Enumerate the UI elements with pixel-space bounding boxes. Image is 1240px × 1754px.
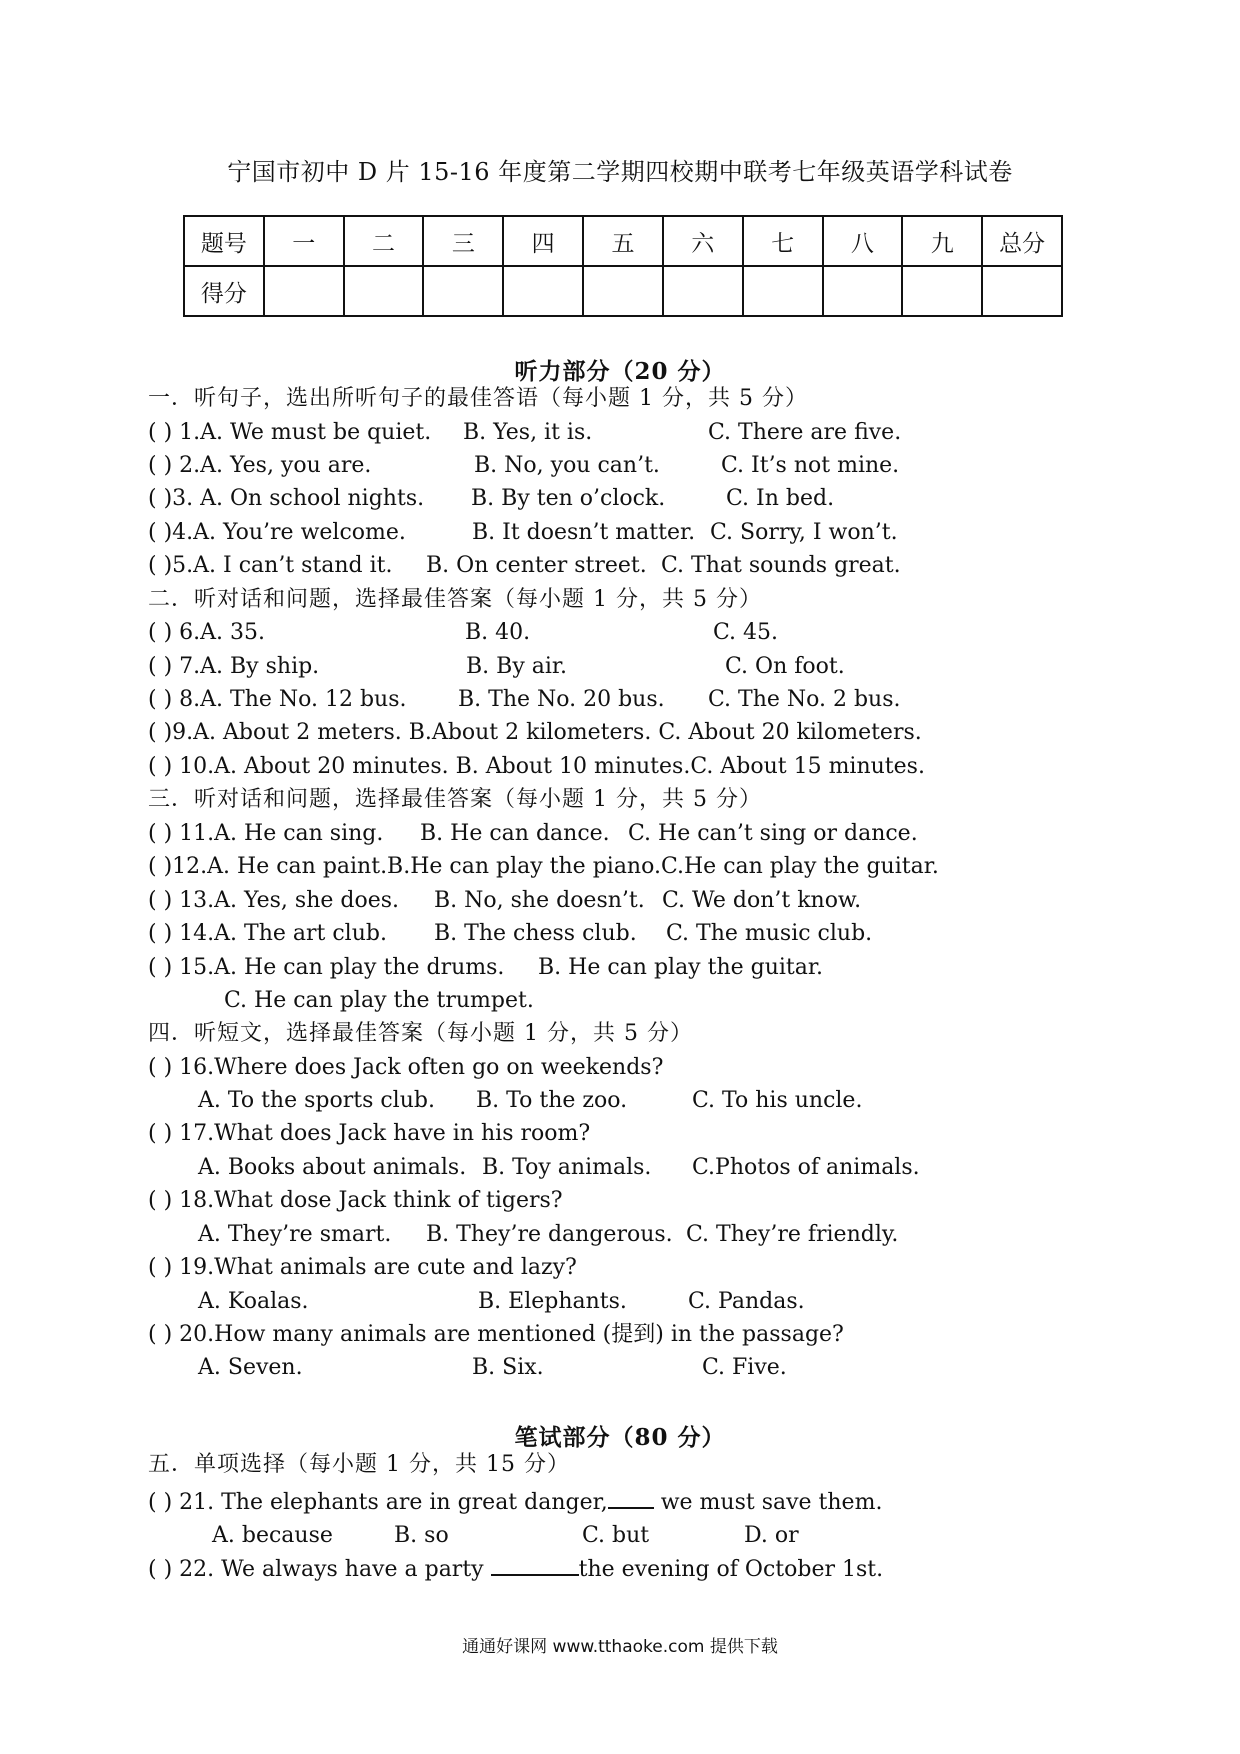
question-15-option-c: C. He can play the trumpet. (224, 988, 534, 1013)
question-14 (148, 919, 873, 949)
option-b: B. They’re dangerous. (426, 1222, 673, 1247)
listening-heading: 听力部分（20 分） (514, 358, 726, 385)
option-a: A. Books about animals. (198, 1155, 467, 1180)
question-12: ( )12.A. He can paint.B.He can play the piano.C.He can play the guitar. (148, 854, 939, 879)
question-21-options (212, 1521, 799, 1551)
option-b: B. Six. (472, 1355, 544, 1380)
question-6 (148, 618, 779, 648)
score-cell[interactable] (503, 266, 583, 316)
option-c: C. In bed. (726, 486, 835, 511)
question-10: ( ) 10.A. About 20 minutes. B. About 10 minutes.C. About 15 minutes. (148, 754, 925, 779)
question-13 (148, 886, 862, 916)
option-c: C. We don’t know. (662, 888, 862, 913)
question-8 (148, 685, 901, 715)
question-17: ( ) 17.What does Jack have in his room? (148, 1121, 591, 1146)
score-table (183, 215, 1063, 317)
question-19: ( ) 19.What animals are cute and lazy? (148, 1255, 577, 1280)
score-cell[interactable] (344, 266, 424, 316)
answer-blank[interactable] (491, 1554, 579, 1576)
option-c: C. They’re friendly. (686, 1222, 899, 1247)
option-b: B. To the zoo. (476, 1088, 628, 1113)
score-cell[interactable] (743, 266, 823, 316)
option-c: C. There are five. (708, 420, 902, 445)
score-table-header-row (184, 216, 1062, 266)
score-header-cell: 四 (503, 216, 583, 266)
option-b: B. Elephants. (478, 1289, 627, 1314)
question-4 (148, 518, 898, 548)
footer-watermark: 通通好课网 www.tthaoke.com 提供下载 (462, 1637, 778, 1657)
score-header-cell: 一 (264, 216, 344, 266)
question-16-options (198, 1086, 863, 1116)
option-c: C.Photos of animals. (692, 1155, 920, 1180)
question-2 (148, 451, 900, 481)
section-3-title: 三．听对话和问题，选择最佳答案（每小题 1 分，共 5 分） (148, 787, 762, 812)
question-stem: ( ) 7.A. By ship. (148, 654, 320, 679)
score-header-cell: 六 (663, 216, 743, 266)
question-22 (148, 1554, 883, 1585)
score-cell[interactable] (264, 266, 344, 316)
option-b: B. 40. (465, 620, 531, 645)
score-header-cell: 五 (583, 216, 663, 266)
score-header-cell: 七 (743, 216, 823, 266)
score-table-score-row (184, 266, 1062, 316)
question-stem: ( ) 15.A. He can play the drums. (148, 955, 505, 980)
question-stem: ( ) 6.A. 35. (148, 620, 266, 645)
option-a: A. Seven. (198, 1355, 303, 1380)
score-cell[interactable] (663, 266, 743, 316)
option-b: B. Toy animals. (482, 1155, 652, 1180)
question-21 (148, 1487, 882, 1518)
question-stem: ( )4.A. You’re welcome. (148, 520, 406, 545)
question-20: ( ) 20.How many animals are mentioned (提到) in the passage? (148, 1322, 844, 1347)
option-c: C. Pandas. (688, 1289, 805, 1314)
score-cell[interactable] (423, 266, 503, 316)
answer-blank[interactable] (608, 1487, 654, 1509)
option-a: A. because (212, 1523, 333, 1548)
question-18: ( ) 18.What dose Jack think of tigers? (148, 1188, 563, 1213)
question-stem-end: the evening of October 1st. (578, 1557, 884, 1582)
option-c: C. Five. (702, 1355, 787, 1380)
question-3 (148, 484, 835, 514)
option-b: B. On center street. (426, 553, 647, 578)
question-stem: ( )3. A. On school nights. (148, 486, 425, 511)
option-c: C. but (582, 1523, 650, 1548)
option-a: A. They’re smart. (198, 1222, 392, 1247)
question-stem: ( ) 2.A. Yes, you are. (148, 453, 372, 478)
question-1 (148, 418, 902, 448)
option-b: B. He can play the guitar. (538, 955, 823, 980)
option-b: B. The No. 20 bus. (458, 687, 665, 712)
section-2-title: 二．听对话和问题，选择最佳答案（每小题 1 分，共 5 分） (148, 587, 762, 612)
option-c: C. To his uncle. (692, 1088, 863, 1113)
question-stem: ( )5.A. I can’t stand it. (148, 553, 393, 578)
option-c: C. It’s not mine. (721, 453, 900, 478)
option-a: A. To the sports club. (198, 1088, 435, 1113)
question-stem: ( ) 22. We always have a party (148, 1557, 484, 1582)
question-18-options (198, 1220, 899, 1250)
question-stem: ( ) 14.A. The art club. (148, 921, 387, 946)
question-stem: ( ) 11.A. He can sing. (148, 821, 384, 846)
question-5 (148, 551, 901, 581)
option-c: C. The No. 2 bus. (708, 687, 901, 712)
score-cell[interactable] (823, 266, 903, 316)
option-c: C. On foot. (725, 654, 845, 679)
score-cell[interactable] (982, 266, 1062, 316)
section-1-title: 一．听句子，选出所听句子的最佳答语（每小题 1 分，共 5 分） (148, 386, 808, 411)
question-stem: ( ) 13.A. Yes, she does. (148, 888, 400, 913)
question-stem-end: we must save them. (660, 1490, 883, 1515)
score-header-cell: 八 (823, 216, 903, 266)
option-b: B. By ten o’clock. (471, 486, 666, 511)
score-header-cell: 总分 (982, 216, 1062, 266)
option-b: B. so (394, 1523, 449, 1548)
question-stem: ( ) 21. The elephants are in great danger, (148, 1490, 608, 1515)
question-16: ( ) 16.Where does Jack often go on weekends? (148, 1055, 664, 1080)
section-4-title: 四．听短文，选择最佳答案（每小题 1 分，共 5 分） (148, 1021, 693, 1046)
question-19-options (198, 1287, 805, 1317)
question-9: ( )9.A. About 2 meters. B.About 2 kilometers. C. About 20 kilometers. (148, 720, 922, 745)
writing-heading: 笔试部分（80 分） (514, 1424, 726, 1451)
score-row-label: 得分 (184, 266, 264, 316)
option-b: B. By air. (466, 654, 567, 679)
question-stem: ( ) 8.A. The No. 12 bus. (148, 687, 407, 712)
question-7 (148, 652, 845, 682)
option-a: A. Koalas. (198, 1289, 309, 1314)
score-header-cell: 二 (344, 216, 424, 266)
option-b: B. It doesn’t matter. (472, 520, 696, 545)
option-c: C. That sounds great. (661, 553, 901, 578)
option-c: C. 45. (713, 620, 779, 645)
score-cell[interactable] (583, 266, 663, 316)
score-cell[interactable] (902, 266, 982, 316)
question-stem: ( ) 1.A. We must be quiet. (148, 420, 432, 445)
question-20-options (198, 1353, 787, 1383)
score-header-cell: 三 (423, 216, 503, 266)
page-title: 宁国市初中 D 片 15-16 年度第二学期四校期中联考七年级英语学科试卷 (227, 158, 1013, 186)
section-5-title: 五．单项选择（每小题 1 分，共 15 分） (148, 1452, 570, 1477)
question-17-options (198, 1153, 920, 1183)
option-c: C. Sorry, I won’t. (710, 520, 898, 545)
option-d: D. or (744, 1523, 799, 1548)
question-11 (148, 819, 918, 849)
option-c: C. He can’t sing or dance. (628, 821, 918, 846)
option-b: B. No, you can’t. (474, 453, 660, 478)
option-b: B. Yes, it is. (463, 420, 593, 445)
score-header-cell: 九 (902, 216, 982, 266)
option-b: B. He can dance. (420, 821, 610, 846)
option-b: B. The chess club. (434, 921, 637, 946)
option-c: C. The music club. (666, 921, 873, 946)
score-header-cell: 题号 (184, 216, 264, 266)
question-15 (148, 953, 823, 983)
option-b: B. No, she doesn’t. (434, 888, 645, 913)
